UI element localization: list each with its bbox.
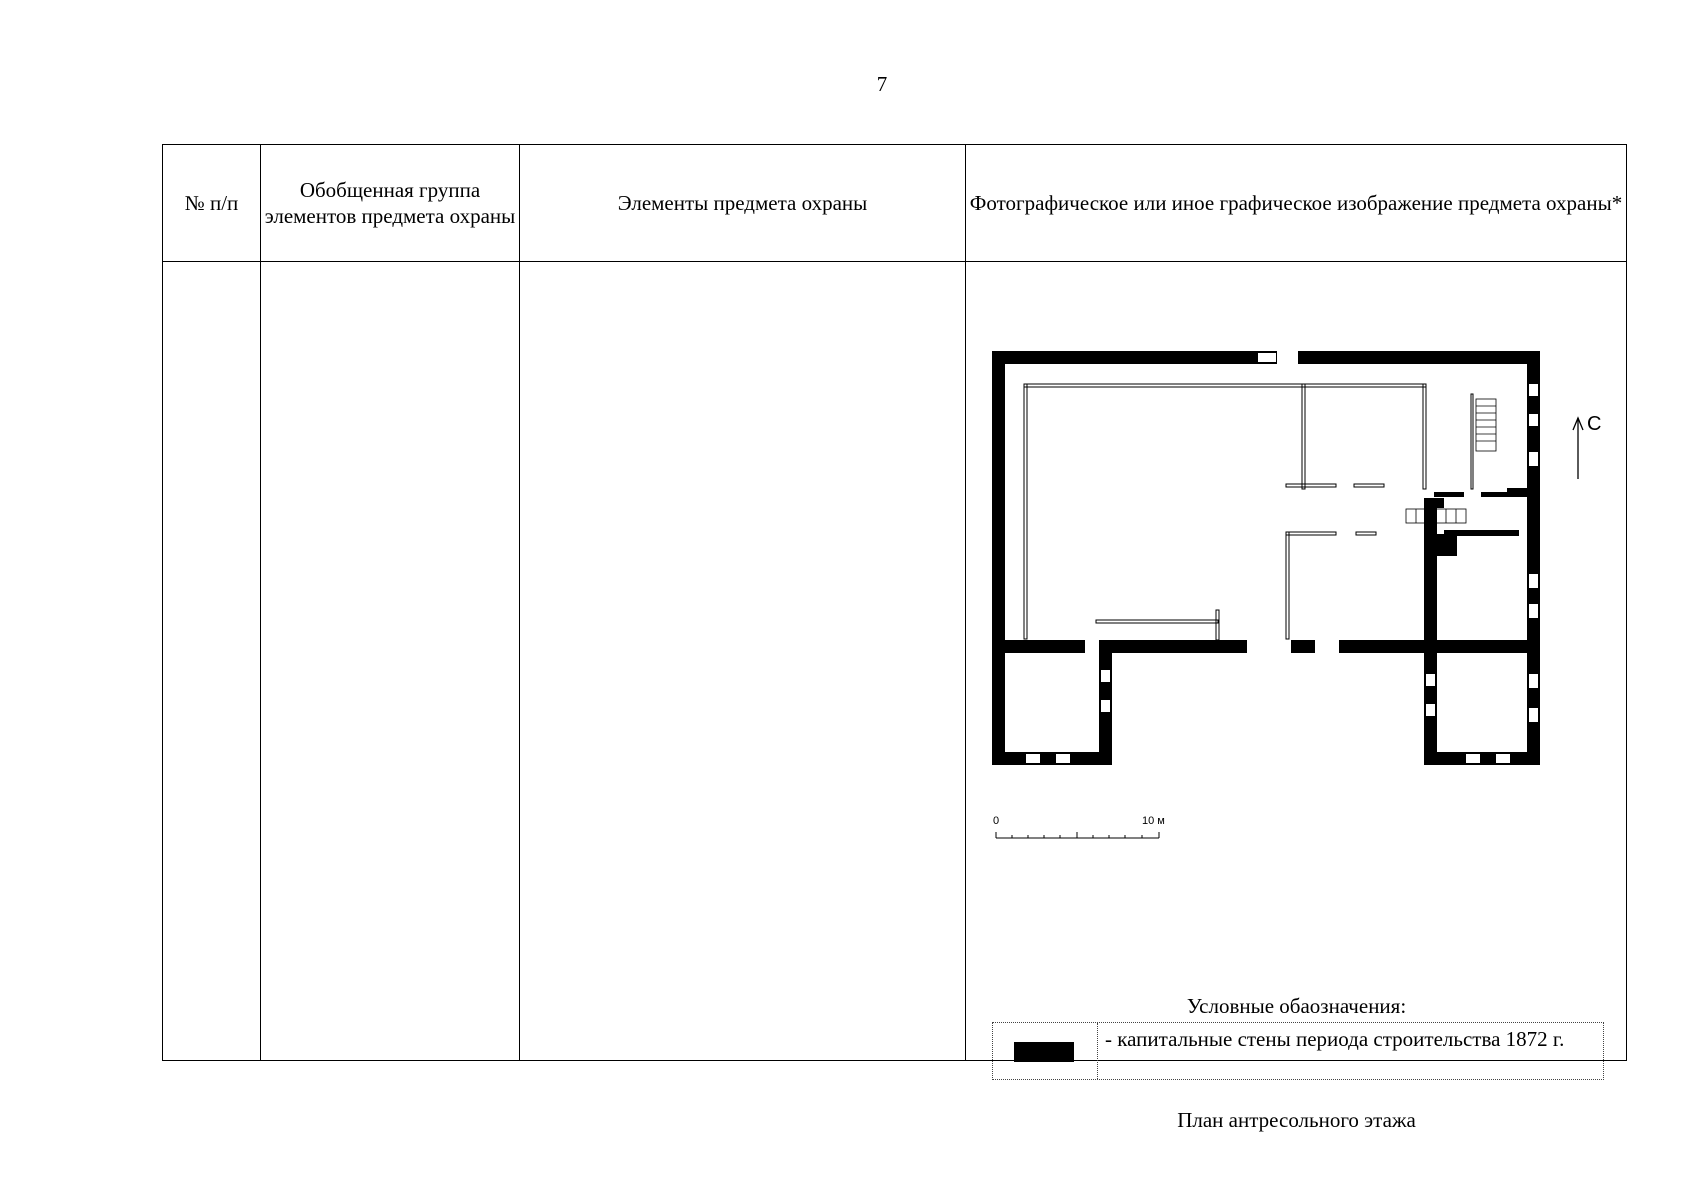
north-arrow-icon (1573, 418, 1583, 479)
scale-start-label: 0 (993, 815, 1000, 827)
header-group: Обобщенная группа элементов предмета охраны (261, 145, 520, 262)
table-row (163, 262, 1627, 1061)
header-image: Фотографическое или иное графическое изображение предмета охраны* (966, 145, 1627, 262)
legend-swatch-cell (993, 1023, 1098, 1079)
north-label: С (1587, 413, 1602, 435)
scale-end-label: 10 м (1142, 815, 1165, 827)
stairs (1406, 399, 1496, 523)
legend-title: Условные обаозначения: (1186, 994, 1407, 1018)
page-number: 7 (876, 72, 888, 96)
cell-image (966, 262, 1627, 1132)
cell-group (261, 262, 520, 1061)
floor-plan-drawing (966, 134, 1627, 934)
header-number: № п/п (163, 145, 261, 262)
scale-bar (996, 832, 1159, 838)
legend-box (992, 1022, 1604, 1080)
header-elements: Элементы предмета охраны (520, 145, 966, 262)
plan-caption: План антресольного этажа (1177, 1108, 1416, 1132)
legend-item-text: - капитальные стены периода строительства 1872 г. (1105, 1027, 1565, 1051)
cell-number (163, 262, 261, 1061)
protection-table (162, 144, 1627, 1132)
windows (1026, 353, 1538, 763)
legend-swatch (1014, 1042, 1074, 1062)
capital-walls (992, 351, 1540, 765)
cell-elements (520, 262, 966, 1061)
